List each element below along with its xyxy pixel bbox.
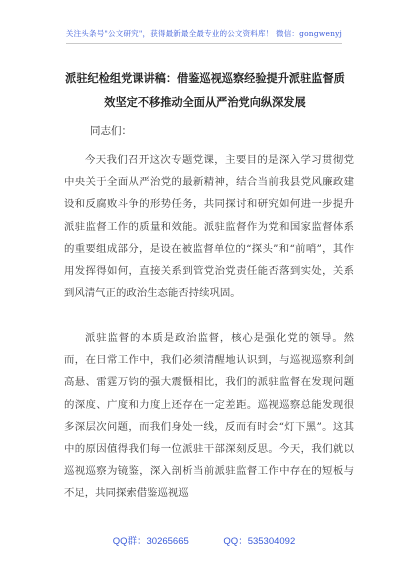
body-paragraph-1: 今天我们召开这次专题党课，主要目的是深入学习贯彻党中央关于全面从严治党的最新精神，结合当前我县党风廉政建设和反腐败斗争的形势任务，共同探讨和研究如何进一步提升派驻监督工作的质量和效能。派驻监督作为党和国家监督体系的重要组成部分，是设在被监督单位的“探头”和“前哨”，其作用发挥得如何，直接关系到管党治党责任能否落到实处，关系到风清气正的政治生态能否持续巩固。 [64,154,354,300]
document-title: 派驻纪检组党课讲稿：借鉴巡视巡察经验提升派驻监督质效坚定不移推动全面从严治党向纵深发展 [65,71,345,109]
salutation: 同志们： [90,125,132,137]
footer [0,533,408,547]
footer-qq-group: QQ群：30265665 [112,536,189,547]
header-banner: 关注头条号"公文研究"，获得最新最全最专业的公文资料库！ 微信：gongwenyj [65,29,343,38]
header-divider [66,43,342,44]
body-paragraph-2: 派驻监督的本质是政治监督，核心是强化党的领导。然而，在日常工作中，我们必须清醒地认识到，与巡视巡察利剑高悬、雷霆万钧的强大震慑相比，我们的派驻监督在发现问题的深度、广度和力度上还存在一定差距。巡视巡察总能发现很多深层次问题，而我们身处一线，反而有时会“灯下黑”。这其中的原因值得我们每一位派驻干部深刻反思。今天，我们就以巡视巡察为镜鉴，深入剖析当前派驻监督工作中存在的短板与不足，共同探索借鉴巡视巡 [64,332,354,500]
footer-qq: QQ：535304092 [223,536,296,547]
